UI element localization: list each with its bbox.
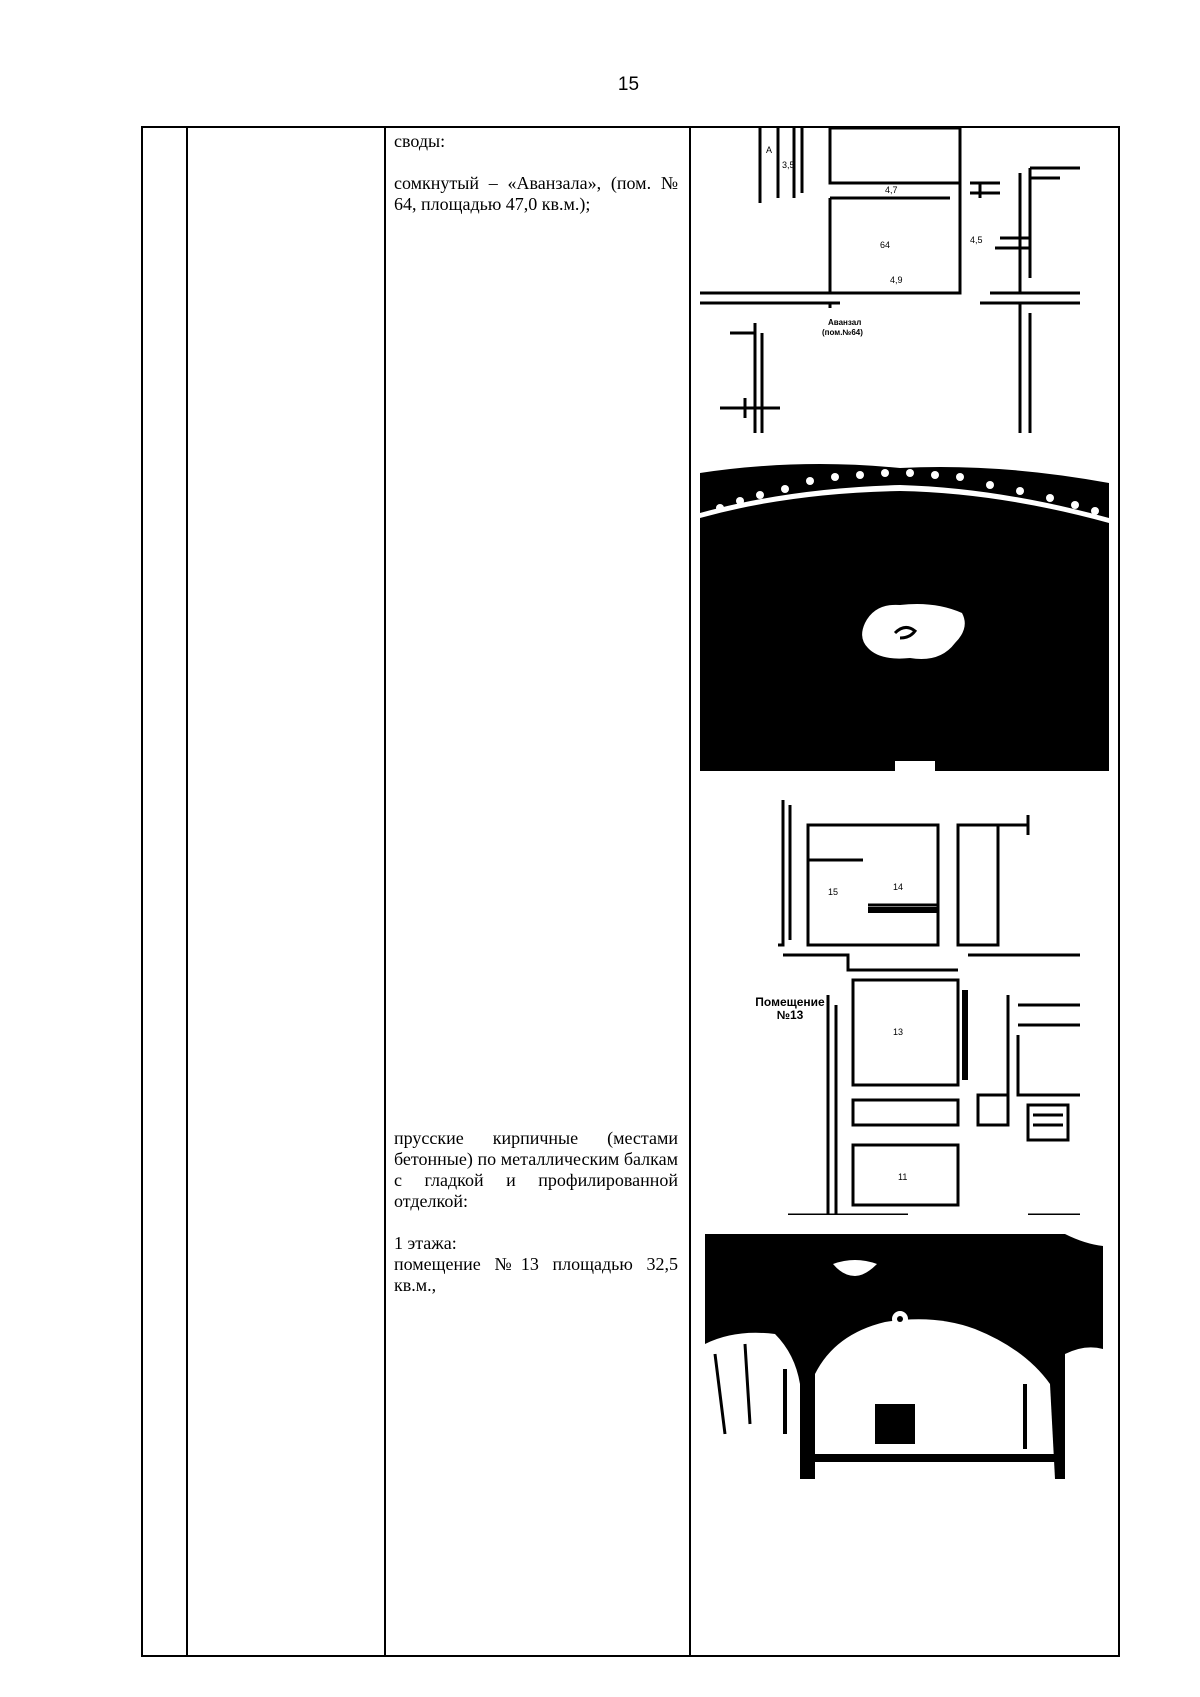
room-13-label-line2: №13 — [776, 1008, 804, 1022]
column-divider-3 — [689, 128, 691, 1655]
svg-text:4,9: 4,9 — [890, 275, 903, 285]
svg-text:4,7: 4,7 — [885, 185, 898, 195]
photo-closed-vault-image — [700, 463, 1109, 771]
room-13-label-line1: Помещение — [755, 995, 825, 1009]
floor-plan-room-13 — [728, 795, 1080, 1215]
photo-prussian-vault-image — [705, 1234, 1103, 1479]
room-13-label — [728, 996, 852, 1022]
page-number: 15 — [617, 74, 640, 95]
floor-plan-avanzal-drawing — [700, 128, 1080, 433]
column-divider-1 — [186, 128, 188, 1655]
vault-description-block-1 — [394, 131, 678, 215]
photo-closed-vault — [700, 463, 1109, 771]
floor-label: 1 этажа: — [394, 1233, 457, 1253]
column-divider-2 — [384, 128, 386, 1655]
svg-text:А: А — [766, 145, 773, 155]
vaults-heading: своды: — [394, 131, 446, 151]
svg-text:64: 64 — [880, 240, 891, 250]
svg-text:3,5: 3,5 — [782, 160, 795, 170]
floor-plan-avanzal — [700, 128, 1080, 433]
svg-text:13: 13 — [893, 1027, 904, 1037]
vault-description-block-2 — [394, 1128, 678, 1296]
avanzal-label-line1: Аванзал — [828, 318, 862, 327]
svg-text:14: 14 — [893, 882, 904, 892]
prussian-vault-text: прусские кирпичные (местами бетонные) по металлическим балкам с гладкой и профилированной отделкой: — [394, 1128, 678, 1211]
svg-text:11: 11 — [898, 1172, 908, 1182]
svg-text:4,5: 4,5 — [970, 235, 983, 245]
svg-text:15: 15 — [828, 887, 839, 897]
room-text: помещение №13 площадью 32,5 кв.м., — [394, 1254, 678, 1295]
closed-vault-text: сомкнутый – «Аванзала», (пом. № 64, площадью 47,0 кв.м.); — [394, 173, 678, 214]
avanzal-label-line2: (пом.№64) — [822, 328, 863, 337]
photo-prussian-vault — [705, 1234, 1103, 1479]
